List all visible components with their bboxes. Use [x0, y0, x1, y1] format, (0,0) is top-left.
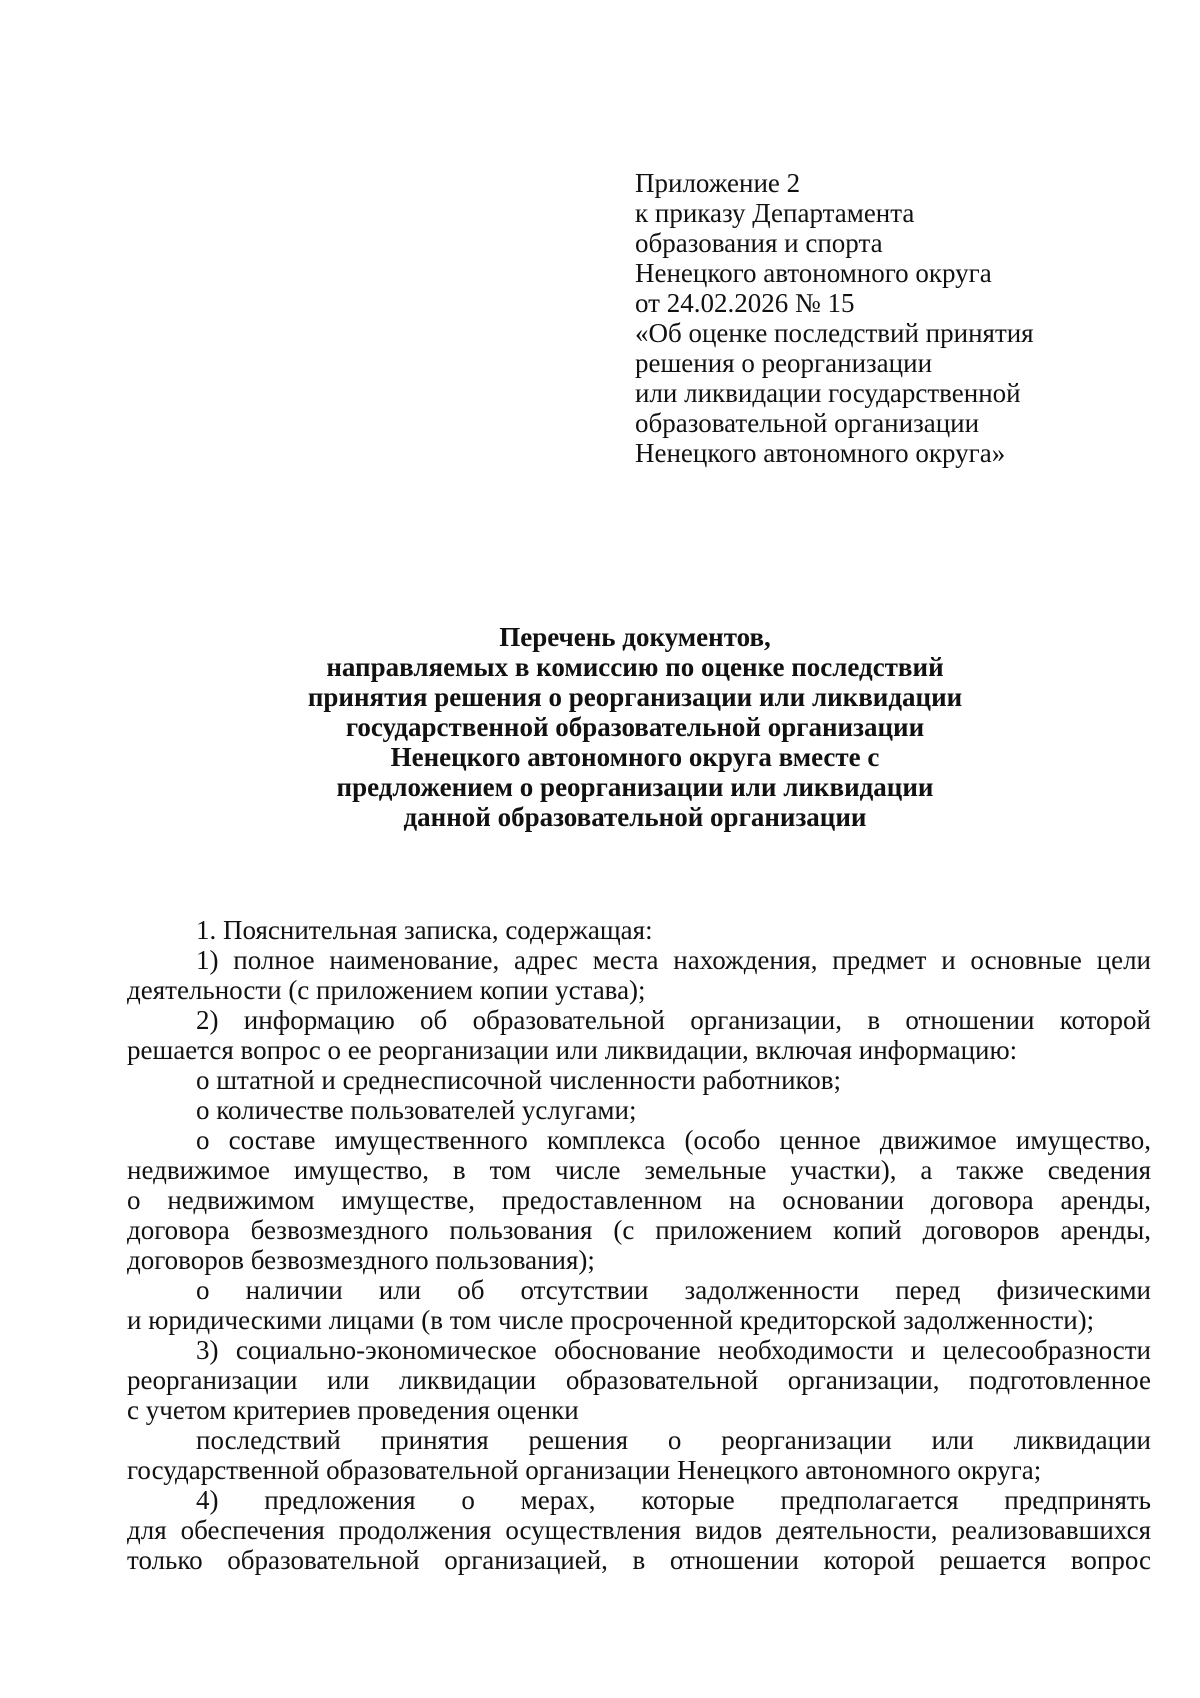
document-title [130, 622, 1140, 832]
title-line: предложением о реорганизации или ликвидации [336, 772, 934, 802]
title-line: направляемых в комиссию по оценке последствий [326, 652, 944, 682]
paragraph-line: 3) социально-экономическое обоснование необходимости и целесообразности [196, 1335, 1151, 1365]
appendix-line: образования и спорта [635, 228, 883, 258]
paragraph-line: реорганизации или ликвидации образовательной организации, подготовленное [127, 1365, 1151, 1395]
paragraph-line: решается вопрос о ее реорганизации или ликвидации, включая информацию: [127, 1035, 1018, 1065]
paragraph-line: о наличии или об отсутствии задолженности перед физическими [196, 1275, 1151, 1305]
paragraph-line: только образовательной организацией, в отношении которой решается вопрос [127, 1545, 1151, 1575]
title-line: Перечень документов, [499, 622, 771, 652]
appendix-line: к приказу Департамента [635, 198, 915, 228]
paragraph-line: 2) информацию об образовательной организации, в отношении которой [196, 1005, 1151, 1035]
paragraph-line: о составе имущественного комплекса (особо ценное движимое имущество, [196, 1125, 1151, 1155]
title-line: государственной образовательной организации [345, 712, 925, 742]
paragraph-line: последствий принятия решения о реорганизации или ликвидации [196, 1425, 1151, 1455]
appendix-line: решения о реорганизации [635, 348, 933, 378]
paragraph-line: недвижимое имущество, в том числе земельные участки), а также сведения [127, 1155, 1151, 1185]
title-line: принятия решения о реорганизации или ликвидации [307, 682, 963, 712]
paragraph-line: и юридическими лицами (в том числе просроченной кредиторской задолженности); [127, 1305, 1095, 1335]
document-body [127, 915, 1151, 1575]
paragraph-line: о количестве пользователей услугами; [196, 1095, 637, 1125]
paragraph-line: договора безвозмездного пользования (с приложением копий договоров аренды, [127, 1215, 1151, 1245]
paragraph-line: с учетом критериев проведения оценки [127, 1395, 579, 1425]
appendix-line: образовательной организации [635, 408, 980, 438]
paragraph-line: государственной образовательной организации Ненецкого автономного округа; [127, 1455, 1042, 1485]
paragraph-line: 1. Пояснительная записка, содержащая: [196, 915, 653, 945]
appendix-line: «Об оценке последствий принятия [635, 318, 1034, 348]
paragraph-line: для обеспечения продолжения осуществления видов деятельности, реализовавшихся [127, 1515, 1151, 1545]
paragraph-line: о недвижимом имуществе, предоставленном на основании договора аренды, [127, 1185, 1151, 1215]
appendix-line: Приложение 2 [635, 168, 801, 198]
paragraph-line: договоров безвозмездного пользования); [127, 1245, 595, 1275]
appendix-block [635, 168, 1155, 468]
paragraph-line: 1) полное наименование, адрес места нахождения, предмет и основные цели [196, 945, 1151, 975]
title-line: данной образовательной организации [403, 802, 867, 832]
appendix-line: от 24.02.2026 № 15 [635, 288, 855, 318]
appendix-line: Ненецкого автономного округа [635, 258, 992, 288]
appendix-line: Ненецкого автономного округа» [635, 438, 1006, 468]
paragraph-line: деятельности (с приложением копии устава); [127, 975, 646, 1005]
paragraph-line: о штатной и среднесписочной численности работников; [196, 1065, 842, 1095]
title-line: Ненецкого автономного округа вместе с [390, 742, 880, 772]
paragraph-line: 4) предложения о мерах, которые предполагается предпринять [196, 1485, 1151, 1515]
appendix-line: или ликвидации государственной [635, 378, 1021, 408]
